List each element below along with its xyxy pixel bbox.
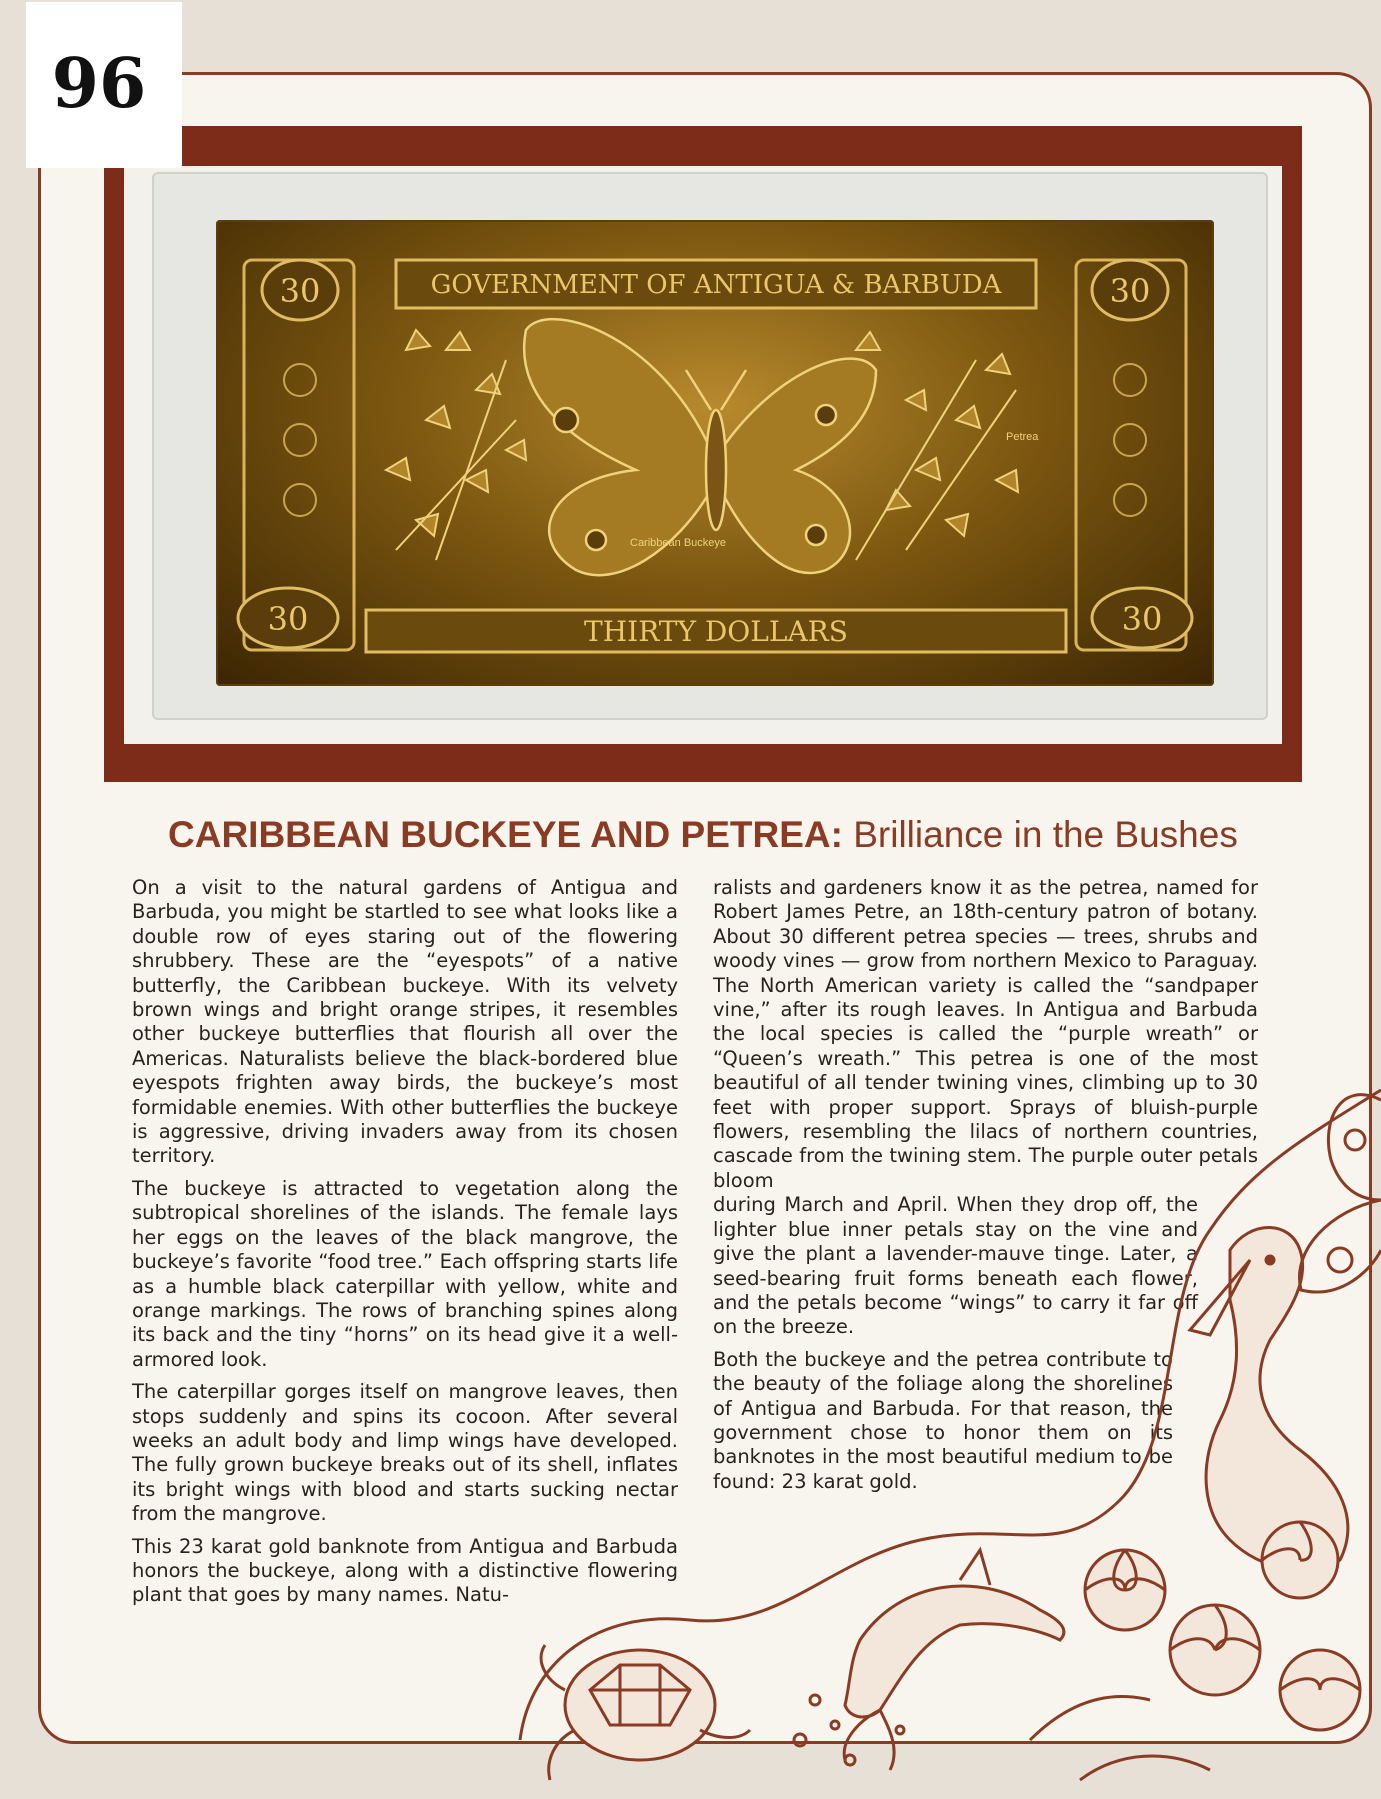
issuer-text: GOVERNMENT OF ANTIGUA & BARBUDA <box>430 270 1002 300</box>
article-paragraph: The buckeye is attracted to vegetation along the subtropical shorelines of the islands. The female lays her eggs on the leaves of the black mangrove, the buckeye’s favorite “food tree.” Each offspring starts life as a humble black caterpillar with yellow, white and orange markings. The rows of branching spines along its back and the tiny “horns” on its head give it a well-armored look. <box>132 1176 678 1371</box>
flower-spray-right-icon <box>856 332 1018 560</box>
article-paragraph: ralists and gardeners know it as the petrea, named for Robert James Petre, an 18th-century patron of botany. About 30 different petrea species — trees, shrubs and woody vines — grow from northern Mexico to Paraguay. The North American variety is called the “sandpaper vine,” after its rough leaves. In Antigua and Barbuda the local species is called the “purple wreath” or “Queen’s wreath.” This petrea is one of the most beautiful of all tender twining vines, climbing up to 30 feet with proper support. Sprays of bluish-purple flowers, resembling the lilacs of northern countries, cascade from the twining stem. The purple outer petals bloom <box>713 876 1258 1192</box>
article-column-left <box>132 876 678 1616</box>
svg-text:30: 30 <box>279 272 321 310</box>
svg-text:30: 30 <box>1109 272 1151 310</box>
article-paragraph: This 23 karat gold banknote from Antigua and Barbuda honors the buckeye, along with a distinctive flowering plant that goes by many names. Natu- <box>132 1534 678 1607</box>
lot-number: 96 <box>51 44 147 124</box>
banknote-engraving <box>216 220 1214 686</box>
article-title-bold: CARIBBEAN BUCKEYE AND PETREA: <box>168 814 843 855</box>
denomination-words: THIRTY DOLLARS <box>584 615 848 648</box>
svg-text:30: 30 <box>1121 600 1163 638</box>
corner-numeral-top-right <box>1092 260 1168 320</box>
flower-spray-left-icon <box>386 330 526 560</box>
article-paragraph: On a visit to the natural gardens of Antigua and Barbuda, you might be startled to see what looks like a double row of eyes staring out of the flowering shrubbery. These are the “eyespots” of a native butterfly, the Caribbean buckeye. With its velvety brown wings and bright orange stripes, it resembles other buckeye butterflies that flourish all over the Americas. Naturalists believe the black-bordered blue eyespots frighten away birds, the buckeye’s most formidable enemies. With other butterflies the buckeye is aggressive, driving invaders away from its chosen territory. <box>132 876 678 1168</box>
article-paragraph: during March and April. When they drop off, the lighter blue inner petals stay on the vine and give the plant a lavender-mauve tinge. Later, a seed-bearing fruit forms beneath each flower, and the petals become “wings” to carry it far off on the breeze. <box>713 1193 1198 1339</box>
corner-numeral-bottom-left <box>238 588 338 648</box>
article-title-subtitle: Brilliance in the Bushes <box>842 814 1238 855</box>
gold-banknote <box>216 220 1214 686</box>
flower-caption: Petrea <box>1006 431 1039 443</box>
lot-label <box>26 2 182 168</box>
article-column-right <box>713 876 1258 1502</box>
article-paragraph: The caterpillar gorges itself on mangrove leaves, then stops suddenly and spins its cocoon. After several weeks an adult body and limp wings have developed. The fully grown buckeye breaks out of its shell, inflates its bright wings with blood and starts sucking nectar from the mangrove. <box>132 1380 678 1526</box>
article-paragraph: Both the buckeye and the petrea contribute to the beauty of the foliage along the shorelines of Antigua and Barbuda. For that reason, the government chose to honor them on its banknotes in the most beautiful medium to be found: 23 karat gold. <box>713 1347 1173 1493</box>
corner-numeral-bottom-right <box>1092 588 1192 648</box>
corner-numeral-top-left <box>262 260 338 320</box>
butterfly-caption: Caribbean Buckeye <box>630 537 727 549</box>
svg-text:30: 30 <box>267 600 309 638</box>
article-title <box>168 814 1268 856</box>
